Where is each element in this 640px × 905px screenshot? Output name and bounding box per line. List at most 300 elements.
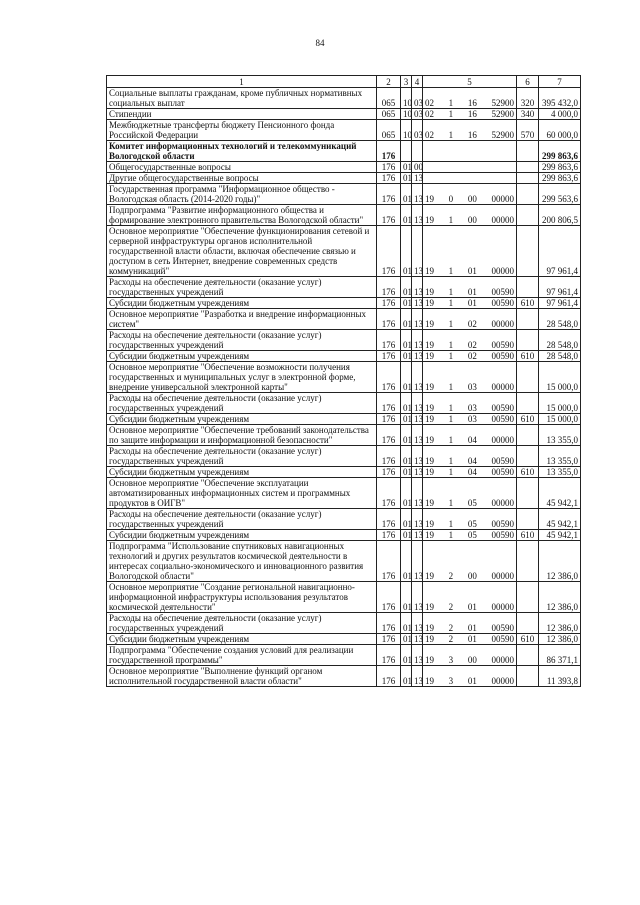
target-code-subprogram: 1 [448, 519, 454, 529]
row-subsection-code: 13 [412, 541, 423, 582]
row-name: Основное мероприятие "Обеспечение эксплуатации автоматизированных информационных систем и программных продуктов в ОИГВ" [107, 478, 377, 509]
header-cell-3: 3 [401, 76, 412, 88]
row-expense-type-code [517, 173, 539, 184]
header-row [107, 76, 581, 88]
row-subsection-code: 13 [412, 446, 423, 467]
target-code-program: 19 [425, 298, 434, 308]
row-amount: 97 961,4 [539, 277, 581, 298]
row-subsection-code: 03 [412, 109, 423, 120]
target-code-measure: 02 [467, 351, 477, 361]
row-department-code: 176 [377, 478, 401, 509]
row-amount: 4 000,0 [539, 109, 581, 120]
row-department-code: 176 [377, 362, 401, 393]
row-department-code: 176 [377, 330, 401, 351]
target-code-measure: 03 [467, 403, 477, 413]
target-code-direction: 00590 [491, 456, 514, 466]
row-department-code: 176 [377, 645, 401, 666]
row-department-code: 176 [377, 393, 401, 414]
row-section-code: 10 [401, 88, 412, 109]
row-amount: 299 863,6 [539, 173, 581, 184]
row-amount: 299 863,6 [539, 141, 581, 162]
target-code-program: 19 [425, 194, 434, 204]
table-row [107, 613, 581, 634]
row-section-code: 10 [401, 120, 412, 141]
target-code-subprogram: 3 [448, 655, 454, 665]
row-expense-type-code: 610 [517, 530, 539, 541]
target-code-subprogram: 1 [448, 403, 454, 413]
target-code-direction: 00590 [491, 403, 514, 413]
row-name: Субсидии бюджетным учреждениям [107, 467, 377, 478]
row-section-code: 01 [401, 362, 412, 393]
row-name: Подпрограмма "Использование спутниковых навигационных технологий и других результатов космической деятельности в интересах социально-экономического и инновационного развития Вологодской области" [107, 541, 377, 582]
row-name: Основное мероприятие "Обеспечение требований законодательства по защите информации и информационной безопасности" [107, 425, 377, 446]
row-name: Основное мероприятие "Обеспечение функционирования сетевой и серверной инфраструктуры органов исполнительной государственной власти области, включая обеспечение связью и доступом в сеть Интернет, внедрение современных средств коммуникаций" [107, 226, 377, 277]
header-cell-6: 6 [517, 76, 539, 88]
row-department-code: 065 [377, 88, 401, 109]
target-code-direction: 00000 [491, 498, 514, 508]
target-code-subprogram: 1 [448, 319, 454, 329]
target-code-subprogram: 2 [448, 634, 454, 644]
row-target-code [423, 109, 517, 120]
row-department-code: 176 [377, 446, 401, 467]
table-row [107, 309, 581, 330]
row-amount: 12 386,0 [539, 613, 581, 634]
table-row [107, 467, 581, 478]
row-expense-type-code [517, 277, 539, 298]
target-code-direction: 00000 [491, 435, 514, 445]
target-code-program: 19 [425, 351, 434, 361]
row-name: Расходы на обеспечение деятельности (оказание услуг) государственных учреждений [107, 446, 377, 467]
row-section-code: 10 [401, 109, 412, 120]
row-subsection-code: 13 [412, 173, 423, 184]
row-amount: 60 000,0 [539, 120, 581, 141]
target-code-program: 19 [425, 571, 434, 581]
row-amount: 15 000,0 [539, 362, 581, 393]
row-target-code [423, 277, 517, 298]
row-name: Субсидии бюджетным учреждениям [107, 414, 377, 425]
target-code-direction: 00590 [491, 414, 514, 424]
row-amount: 200 806,5 [539, 205, 581, 226]
row-name: Комитет информационных технологий и телекоммуникаций Вологодской области [107, 141, 377, 162]
table-row [107, 530, 581, 541]
row-name: Другие общегосударственные вопросы [107, 173, 377, 184]
row-name: Субсидии бюджетным учреждениям [107, 351, 377, 362]
target-code-direction: 52900 [491, 130, 514, 140]
row-section-code [401, 141, 412, 162]
table-row [107, 141, 581, 162]
row-subsection-code: 13 [412, 277, 423, 298]
row-department-code: 176 [377, 298, 401, 309]
row-target-code [423, 582, 517, 613]
row-section-code: 01 [401, 467, 412, 478]
target-code-subprogram: 1 [448, 266, 454, 276]
row-expense-type-code: 610 [517, 298, 539, 309]
row-subsection-code: 13 [412, 393, 423, 414]
target-code-subprogram: 1 [448, 109, 454, 119]
target-code-direction: 00590 [491, 519, 514, 529]
row-subsection-code: 13 [412, 530, 423, 541]
row-target-code [423, 351, 517, 362]
target-code-program: 19 [425, 382, 434, 392]
target-code-direction: 00000 [491, 266, 514, 276]
target-code-program: 19 [425, 215, 434, 225]
row-amount: 45 942,1 [539, 509, 581, 530]
row-expense-type-code [517, 330, 539, 351]
row-expense-type-code [517, 205, 539, 226]
target-code-subprogram: 1 [448, 340, 454, 350]
row-expense-type-code: 610 [517, 414, 539, 425]
row-target-code [423, 330, 517, 351]
row-subsection-code: 13 [412, 634, 423, 645]
target-code-measure: 02 [467, 340, 477, 350]
row-target-code [423, 362, 517, 393]
row-section-code: 01 [401, 645, 412, 666]
target-code-direction: 00590 [491, 340, 514, 350]
row-expense-type-code: 340 [517, 109, 539, 120]
row-name: Субсидии бюджетным учреждениям [107, 298, 377, 309]
target-code-subprogram: 1 [448, 130, 454, 140]
header-cell-1: 1 [107, 76, 377, 88]
row-section-code: 01 [401, 298, 412, 309]
table-row [107, 446, 581, 467]
table-row [107, 666, 581, 687]
target-code-subprogram: 1 [448, 298, 454, 308]
target-code-measure: 01 [467, 676, 477, 686]
target-code-subprogram: 1 [448, 467, 454, 477]
target-code-subprogram: 1 [448, 498, 454, 508]
table-row [107, 393, 581, 414]
row-amount: 28 548,0 [539, 309, 581, 330]
row-section-code: 01 [401, 414, 412, 425]
target-code-program: 19 [425, 287, 434, 297]
row-amount: 28 548,0 [539, 330, 581, 351]
row-amount: 13 355,0 [539, 425, 581, 446]
row-section-code: 01 [401, 666, 412, 687]
target-code-measure: 01 [467, 634, 477, 644]
target-code-direction: 00590 [491, 351, 514, 361]
row-target-code [423, 446, 517, 467]
row-section-code: 01 [401, 634, 412, 645]
row-department-code: 176 [377, 541, 401, 582]
target-code-measure: 00 [467, 215, 477, 225]
target-code-program: 19 [425, 340, 434, 350]
row-expense-type-code [517, 162, 539, 173]
row-subsection-code: 13 [412, 205, 423, 226]
target-code-program: 19 [425, 467, 434, 477]
row-amount: 97 961,4 [539, 298, 581, 309]
row-target-code [423, 120, 517, 141]
target-code-direction: 00000 [491, 194, 514, 204]
row-expense-type-code [517, 478, 539, 509]
row-subsection-code: 13 [412, 582, 423, 613]
row-target-code [423, 467, 517, 478]
target-code-measure: 04 [467, 456, 477, 466]
row-department-code: 065 [377, 120, 401, 141]
row-subsection-code: 03 [412, 120, 423, 141]
target-code-direction: 00590 [491, 298, 514, 308]
row-subsection-code: 13 [412, 666, 423, 687]
target-code-subprogram: 1 [448, 98, 454, 108]
row-section-code: 01 [401, 425, 412, 446]
header-cell-4: 4 [412, 76, 423, 88]
row-expense-type-code: 570 [517, 120, 539, 141]
row-target-code [423, 141, 517, 162]
row-section-code: 01 [401, 205, 412, 226]
row-expense-type-code: 610 [517, 467, 539, 478]
row-expense-type-code [517, 184, 539, 205]
row-expense-type-code: 610 [517, 634, 539, 645]
row-section-code: 01 [401, 509, 412, 530]
table-row [107, 645, 581, 666]
target-code-program: 19 [425, 319, 434, 329]
target-code-direction: 00590 [491, 467, 514, 477]
row-target-code [423, 393, 517, 414]
row-section-code: 01 [401, 162, 412, 173]
table-row [107, 184, 581, 205]
row-name: Основное мероприятие "Создание региональной навигационно-информационной инфраструктуры использования результатов космической деятельности" [107, 582, 377, 613]
row-subsection-code: 13 [412, 309, 423, 330]
row-amount: 299 563,6 [539, 184, 581, 205]
row-subsection-code: 13 [412, 478, 423, 509]
target-code-program: 02 [425, 98, 434, 108]
row-amount: 11 393,8 [539, 666, 581, 687]
row-expense-type-code: 610 [517, 351, 539, 362]
target-code-program: 19 [425, 266, 434, 276]
row-target-code [423, 613, 517, 634]
target-code-measure: 04 [467, 467, 477, 477]
row-section-code: 01 [401, 173, 412, 184]
target-code-measure: 16 [467, 98, 477, 108]
row-target-code [423, 541, 517, 582]
row-department-code: 176 [377, 530, 401, 541]
row-expense-type-code [517, 541, 539, 582]
row-name: Общегосударственные вопросы [107, 162, 377, 173]
row-name: Стипендии [107, 109, 377, 120]
target-code-measure: 05 [467, 519, 477, 529]
table-row [107, 541, 581, 582]
row-name: Подпрограмма "Обеспечение создания условий для реализации государственной программы" [107, 645, 377, 666]
row-department-code: 176 [377, 613, 401, 634]
row-target-code [423, 173, 517, 184]
target-code-subprogram: 1 [448, 530, 454, 540]
row-department-code: 176 [377, 425, 401, 446]
row-name: Расходы на обеспечение деятельности (оказание услуг) государственных учреждений [107, 330, 377, 351]
row-target-code [423, 298, 517, 309]
target-code-subprogram: 2 [448, 623, 454, 633]
row-target-code [423, 309, 517, 330]
target-code-measure: 01 [467, 287, 477, 297]
row-subsection-code: 13 [412, 298, 423, 309]
row-section-code: 01 [401, 184, 412, 205]
row-section-code: 01 [401, 351, 412, 362]
row-expense-type-code [517, 141, 539, 162]
target-code-program: 19 [425, 414, 434, 424]
target-code-measure: 16 [467, 130, 477, 140]
row-subsection-code: 13 [412, 613, 423, 634]
header-cell-2: 2 [377, 76, 401, 88]
row-amount: 395 432,0 [539, 88, 581, 109]
row-department-code: 176 [377, 162, 401, 173]
target-code-program: 02 [425, 130, 434, 140]
target-code-direction: 52900 [491, 109, 514, 119]
table-row [107, 425, 581, 446]
row-target-code [423, 530, 517, 541]
row-name: Основное мероприятие "Выполнение функций органом исполнительной государственной власти области" [107, 666, 377, 687]
row-expense-type-code [517, 425, 539, 446]
row-target-code [423, 666, 517, 687]
row-department-code: 065 [377, 109, 401, 120]
row-expense-type-code: 320 [517, 88, 539, 109]
row-department-code: 176 [377, 226, 401, 277]
row-department-code: 176 [377, 414, 401, 425]
target-code-direction: 00000 [491, 655, 514, 665]
row-subsection-code: 13 [412, 362, 423, 393]
target-code-measure: 00 [467, 571, 477, 581]
table-row [107, 277, 581, 298]
target-code-subprogram: 1 [448, 351, 454, 361]
row-subsection-code: 13 [412, 509, 423, 530]
table-row [107, 362, 581, 393]
row-name: Расходы на обеспечение деятельности (оказание услуг) государственных учреждений [107, 613, 377, 634]
table-row [107, 120, 581, 141]
target-code-measure: 01 [467, 298, 477, 308]
row-department-code: 176 [377, 184, 401, 205]
row-name: Государственная программа "Информационное общество - Вологодская область (2014-2020 годы)" [107, 184, 377, 205]
target-code-measure: 04 [467, 435, 477, 445]
row-target-code [423, 478, 517, 509]
table-row [107, 582, 581, 613]
target-code-measure: 00 [467, 194, 477, 204]
row-amount: 15 000,0 [539, 414, 581, 425]
row-name: Расходы на обеспечение деятельности (оказание услуг) государственных учреждений [107, 277, 377, 298]
target-code-direction: 00000 [491, 215, 514, 225]
row-subsection-code: 13 [412, 330, 423, 351]
row-section-code: 01 [401, 393, 412, 414]
row-expense-type-code [517, 666, 539, 687]
target-code-measure: 03 [467, 382, 477, 392]
table-row [107, 330, 581, 351]
row-name: Расходы на обеспечение деятельности (оказание услуг) государственных учреждений [107, 509, 377, 530]
row-amount: 15 000,0 [539, 393, 581, 414]
row-target-code [423, 634, 517, 645]
target-code-program: 19 [425, 498, 434, 508]
target-code-measure: 01 [467, 266, 477, 276]
target-code-measure: 00 [467, 655, 477, 665]
target-code-program: 19 [425, 602, 434, 612]
target-code-subprogram: 1 [448, 215, 454, 225]
row-target-code [423, 414, 517, 425]
row-amount: 12 386,0 [539, 582, 581, 613]
row-expense-type-code [517, 509, 539, 530]
table-row [107, 351, 581, 362]
table-row [107, 205, 581, 226]
row-subsection-code: 13 [412, 414, 423, 425]
target-code-measure: 01 [467, 623, 477, 633]
table-row [107, 478, 581, 509]
row-subsection-code: 13 [412, 351, 423, 362]
row-target-code [423, 425, 517, 446]
row-expense-type-code [517, 446, 539, 467]
row-subsection-code: 13 [412, 425, 423, 446]
target-code-measure: 03 [467, 414, 477, 424]
target-code-program: 19 [425, 676, 434, 686]
target-code-direction: 52900 [491, 98, 514, 108]
row-target-code [423, 184, 517, 205]
row-expense-type-code [517, 226, 539, 277]
table-row [107, 88, 581, 109]
target-code-subprogram: 1 [448, 456, 454, 466]
row-target-code [423, 645, 517, 666]
row-expense-type-code [517, 309, 539, 330]
row-amount: 12 386,0 [539, 634, 581, 645]
row-target-code [423, 205, 517, 226]
row-subsection-code: 13 [412, 467, 423, 478]
table-row [107, 634, 581, 645]
row-expense-type-code [517, 393, 539, 414]
budget-table [106, 75, 581, 687]
row-section-code: 01 [401, 582, 412, 613]
row-section-code: 01 [401, 541, 412, 582]
row-name: Субсидии бюджетным учреждениям [107, 634, 377, 645]
target-code-direction: 00000 [491, 319, 514, 329]
row-section-code: 01 [401, 226, 412, 277]
target-code-direction: 00590 [491, 623, 514, 633]
row-department-code: 176 [377, 351, 401, 362]
table-row [107, 226, 581, 277]
row-expense-type-code [517, 613, 539, 634]
target-code-subprogram: 2 [448, 602, 454, 612]
row-department-code: 176 [377, 309, 401, 330]
row-department-code: 176 [377, 634, 401, 645]
table-row [107, 162, 581, 173]
target-code-measure: 05 [467, 498, 477, 508]
row-target-code [423, 226, 517, 277]
target-code-direction: 00590 [491, 634, 514, 644]
target-code-direction: 00000 [491, 571, 514, 581]
target-code-program: 02 [425, 109, 434, 119]
table-row [107, 298, 581, 309]
row-amount: 28 548,0 [539, 351, 581, 362]
row-name: Основное мероприятие "Разработка и внедрение информационных систем" [107, 309, 377, 330]
row-amount: 45 942,1 [539, 530, 581, 541]
row-subsection-code [412, 141, 423, 162]
target-code-subprogram: 2 [448, 571, 454, 581]
row-subsection-code: 03 [412, 88, 423, 109]
target-code-program: 19 [425, 623, 434, 633]
page-number: 84 [315, 38, 325, 48]
row-department-code: 176 [377, 666, 401, 687]
row-target-code [423, 509, 517, 530]
target-code-direction: 00590 [491, 287, 514, 297]
target-code-direction: 00000 [491, 382, 514, 392]
row-department-code: 176 [377, 509, 401, 530]
row-expense-type-code [517, 582, 539, 613]
row-subsection-code: 00 [412, 162, 423, 173]
target-code-subprogram: 1 [448, 287, 454, 297]
row-amount: 12 386,0 [539, 541, 581, 582]
row-expense-type-code [517, 645, 539, 666]
target-code-program: 19 [425, 456, 434, 466]
row-amount: 299 863,6 [539, 162, 581, 173]
target-code-subprogram: 0 [448, 194, 454, 204]
target-code-program: 19 [425, 403, 434, 413]
target-code-subprogram: 1 [448, 382, 454, 392]
target-code-subprogram: 1 [448, 435, 454, 445]
target-code-subprogram: 1 [448, 414, 454, 424]
target-code-measure: 05 [467, 530, 477, 540]
row-amount: 86 371,1 [539, 645, 581, 666]
target-code-program: 19 [425, 634, 434, 644]
